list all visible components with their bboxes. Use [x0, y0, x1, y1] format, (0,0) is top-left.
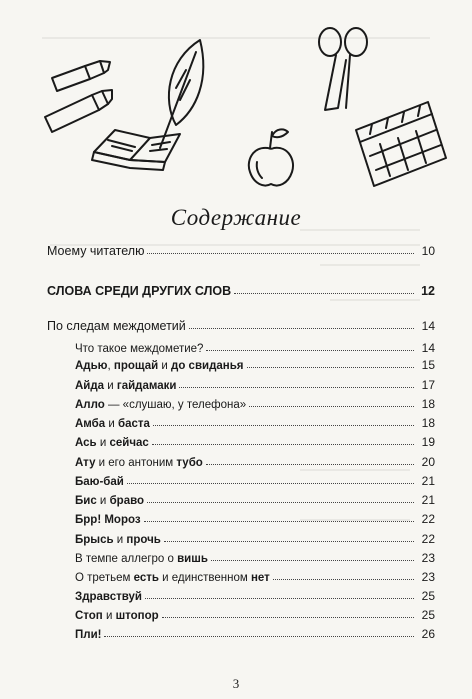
toc-entry-page: 22 — [421, 532, 435, 546]
toc-entry — [75, 547, 435, 565]
toc-entry-page: 12 — [421, 284, 435, 298]
toc-entry-page: 23 — [421, 570, 435, 584]
toc-entry — [47, 280, 435, 298]
toc-entry-page: 14 — [421, 341, 435, 355]
toc-entry-page: 17 — [421, 378, 435, 392]
toc-entry-page: 18 — [421, 416, 435, 430]
toc-entry-label: Пли! — [75, 629, 102, 641]
toc-entry-page: 20 — [421, 455, 435, 469]
marker-icon — [45, 90, 112, 132]
toc-entry-label: Бис и браво — [75, 495, 145, 507]
dot-leader — [145, 597, 414, 599]
apple-icon — [249, 129, 293, 185]
toc-entry-page: 23 — [421, 551, 435, 565]
dot-leader — [162, 616, 414, 618]
toc-title: Содержание — [170, 205, 302, 230]
toc-entry-label: СЛОВА СРЕДИ ДРУГИХ СЛОВ — [47, 284, 232, 298]
scissors-icon — [319, 28, 367, 110]
toc-entry-page: 19 — [421, 435, 435, 449]
toc-entry-page: 18 — [421, 397, 435, 411]
toc-entry — [75, 374, 435, 392]
toc-entry-page: 10 — [421, 244, 435, 258]
toc-entry — [75, 337, 435, 355]
dot-leader — [147, 252, 414, 254]
toc-entry — [75, 431, 435, 449]
page-number: 3 — [232, 676, 240, 691]
dot-leader — [249, 405, 414, 407]
dot-leader — [189, 327, 414, 329]
dot-leader — [211, 559, 414, 561]
toc-entry — [75, 354, 435, 372]
open-book-icon — [92, 130, 180, 170]
toc-entry-page: 25 — [421, 589, 435, 603]
toc-entry-page: 22 — [421, 512, 435, 526]
toc-entry-label: Алло — «слушаю, у телефона» — [75, 399, 247, 411]
toc-entry-label: О третьем есть и единственном нет — [75, 572, 270, 584]
toc-entry — [75, 566, 435, 584]
toc-entry-label: Айда и гайдамаки — [75, 380, 177, 392]
toc-entry-label: По следам междометий — [47, 319, 186, 333]
toc-entry-label: Баю-бай — [75, 476, 124, 488]
toc-entry — [75, 604, 435, 622]
dot-leader — [152, 443, 414, 445]
toc-entry — [75, 508, 435, 526]
toc-entry — [47, 240, 435, 258]
toc-entry-page: 25 — [421, 608, 435, 622]
toc-entry-label: В темпе аллегро о вишь — [75, 553, 208, 565]
dot-leader — [247, 366, 414, 368]
dot-leader — [153, 424, 414, 426]
toc-entry — [75, 470, 435, 488]
toc-entry — [75, 412, 435, 430]
dot-leader — [179, 386, 414, 388]
toc-entry-page: 21 — [421, 493, 435, 507]
dot-leader — [104, 635, 414, 637]
toc-entry-label: Моему читателю — [47, 244, 145, 258]
dot-leader — [206, 463, 414, 465]
toc-entry — [75, 489, 435, 507]
toc-entry — [47, 315, 435, 333]
dot-leader — [164, 540, 414, 542]
toc-entry — [75, 451, 435, 469]
dot-leader — [147, 501, 414, 503]
toc-entry-label: Амба и баста — [75, 418, 150, 430]
toc-entry — [75, 393, 435, 411]
calendar-icon — [356, 102, 446, 186]
toc-entry-page: 26 — [421, 627, 435, 641]
dot-leader — [127, 482, 414, 484]
dot-leader — [206, 349, 414, 351]
toc-entry — [75, 528, 435, 546]
toc-entry-label: Брр! Мороз — [75, 514, 141, 526]
toc-entry-page: 14 — [421, 319, 435, 333]
toc-entry-label: Брысь и прочь — [75, 534, 161, 546]
toc-entry-label: Что такое междометие? — [75, 343, 204, 355]
toc-entry-label: Ату и его антоним тубо — [75, 457, 203, 469]
toc-entry-label: Ась и сейчас — [75, 437, 149, 449]
toc-entry — [75, 585, 435, 603]
toc-entry-label: Стоп и штопор — [75, 610, 159, 622]
toc-entry-label: Адью, прощай и до свиданья — [75, 360, 244, 372]
highlighter-icon — [52, 61, 110, 91]
quill-feather-icon — [160, 40, 203, 148]
doodle-illustrations — [0, 0, 472, 200]
dot-leader — [144, 520, 414, 522]
toc-entry-page: 21 — [421, 474, 435, 488]
toc-entry — [75, 623, 435, 641]
dot-leader — [234, 292, 414, 294]
toc-entry-page: 15 — [421, 358, 435, 372]
toc-entry-label: Здравствуй — [75, 591, 142, 603]
dot-leader — [273, 578, 414, 580]
